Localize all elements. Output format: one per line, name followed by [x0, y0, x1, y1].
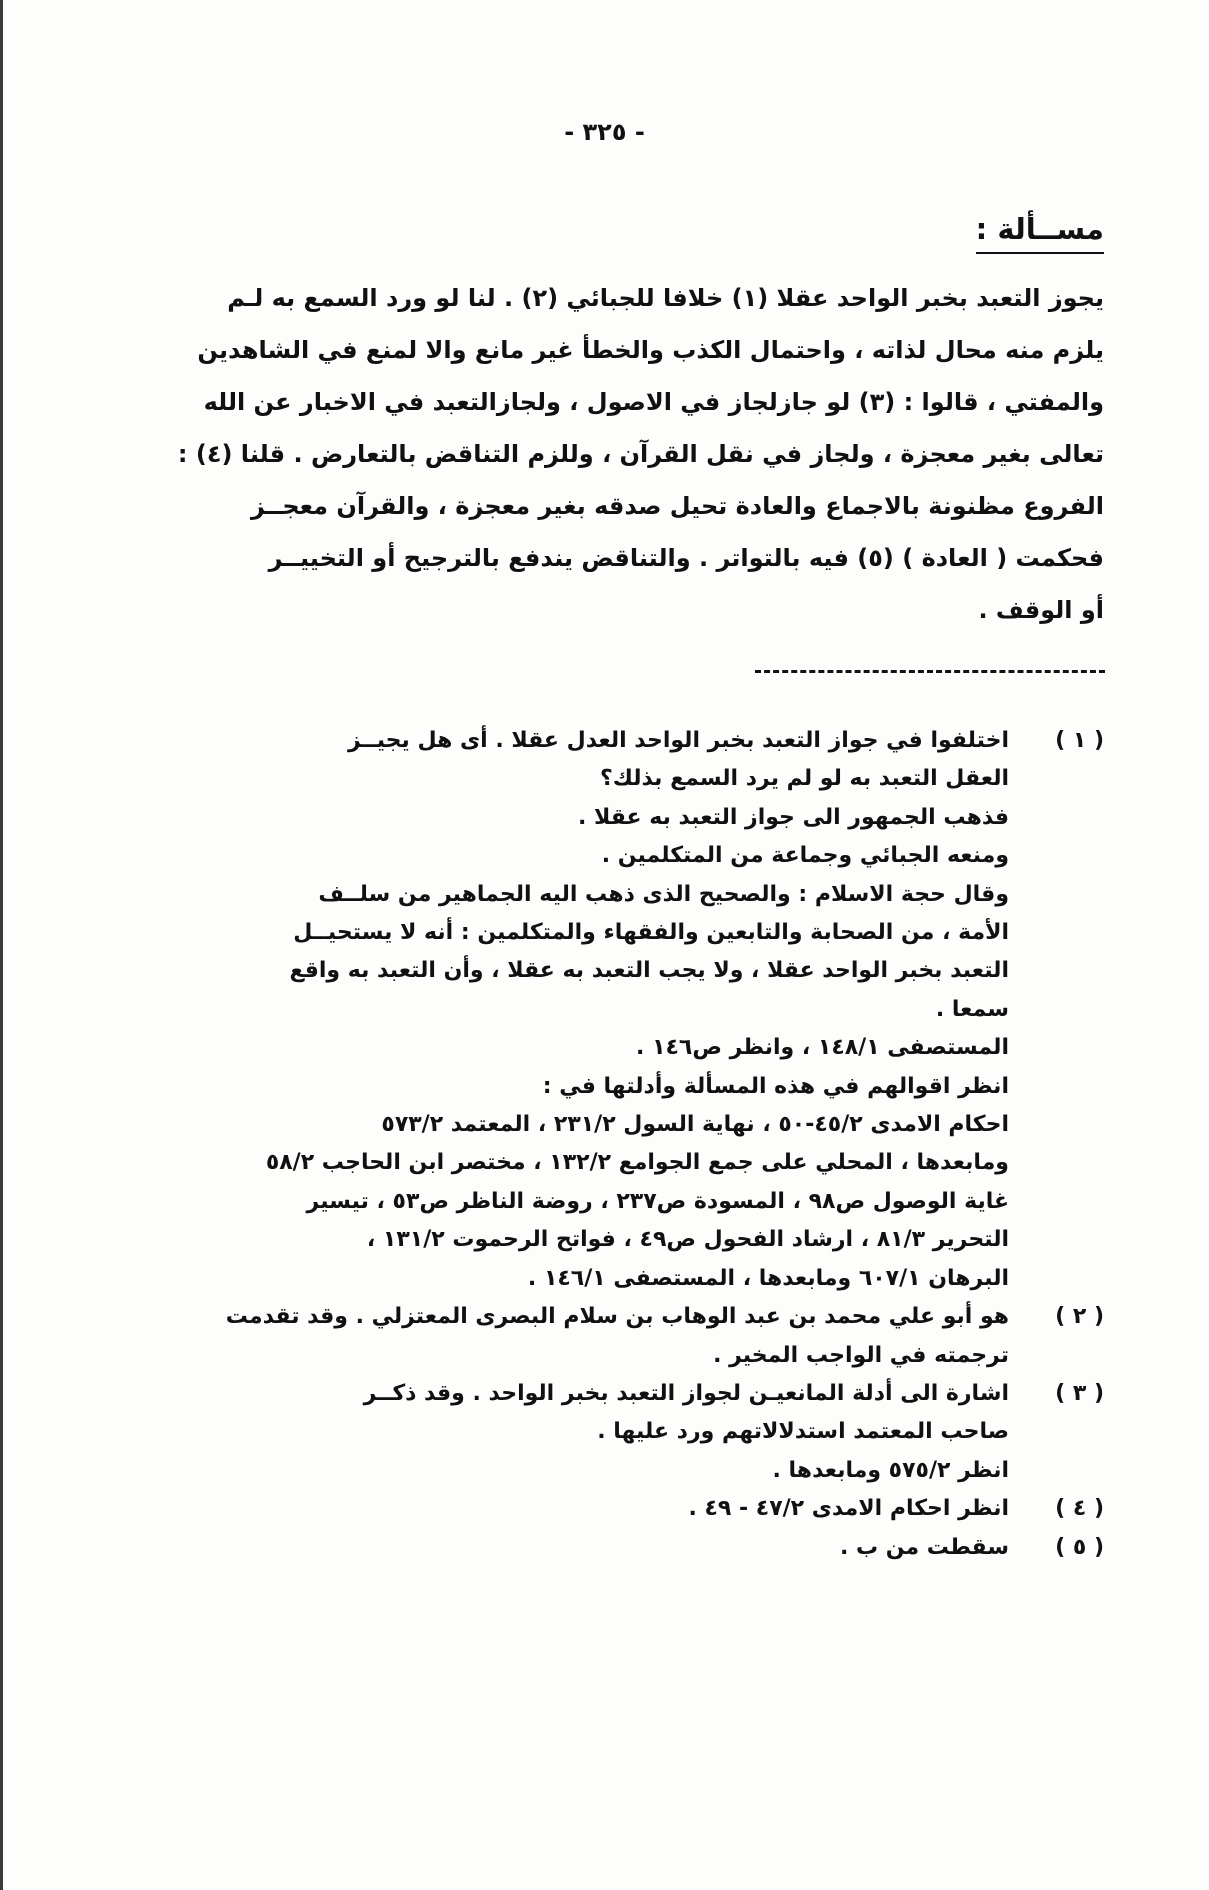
main-text-line: والمفتي ، قالوا : (٣) لو جازلجاز في الاصول ، ولجازالتعبد في الاخبار عن الله — [203, 388, 1104, 416]
footnote-line: هو أبو علي محمد بن عبد الوهاب بن سلام البصرى المعتزلي . وقد تقدمت — [225, 1304, 1009, 1330]
footnote-line: سمعا . — [935, 996, 1009, 1022]
footnote-number: ( ٥ ) — [1055, 1534, 1104, 1560]
footnote-number: ( ٤ ) — [1055, 1496, 1104, 1522]
footnote — [104, 1298, 1104, 1375]
main-text-line: أو الوقف . — [978, 596, 1104, 624]
footnote-line: احكام الامدى ٤٥/٢-٥٠ ، نهاية السول ٢٣١/٢ ، المعتمد ٥٧٣/٢ — [381, 1112, 1009, 1138]
footnote-line: اختلفوا في جواز التعبد بخبر الواحد العدل عقلا . أى هل يجيــز — [347, 728, 1009, 753]
section-heading: مســألة : — [976, 212, 1104, 254]
footnote-line: العقل التعبد به لو لم يرد السمع بذلك؟ — [599, 766, 1009, 792]
footnote-line: الأمة ، من الصحابة والتابعين والفقهاء والمتكلمين : أنه لا يستحيــل — [293, 920, 1009, 946]
footnote-text — [104, 1375, 1009, 1490]
footnote-line: صاحب المعتمد استدلالاتهم ورد عليها . — [597, 1419, 1009, 1445]
main-text-line: يلزم منه محال لذاته ، واحتمال الكذب والخطأ غير مانع والا لمنع في الشاهدين — [197, 336, 1104, 364]
footnote-line: ترجمته في الواجب المخير . — [713, 1342, 1009, 1368]
footnote-text — [104, 1529, 1009, 1567]
main-text-line: يجوز التعبد بخبر الواحد عقلا (١) خلافا للجبائي (٢) . لنا لو ورد السمع به لـم — [227, 284, 1104, 312]
main-text — [177, 272, 1104, 636]
main-text-line: فحكمت ( العادة ) (٥) فيه بالتواتر . والتناقض يندفع بالترجيح أو التخييــر — [268, 544, 1104, 572]
footnote — [104, 1490, 1104, 1528]
footnote-line: سقطت من ب . — [839, 1534, 1009, 1560]
footnote-line: البرهان ٦٠٧/١ ومابعدها ، المستصفى ١٤٦/١ . — [527, 1265, 1009, 1291]
main-text-line: تعالى بغير معجزة ، ولجاز في نقل القرآن ، وللزم التناقض بالتعارض . قلنا (٤) : — [177, 440, 1104, 468]
footnote-number: ( ٣ ) — [1055, 1380, 1104, 1406]
footnote-line: اشارة الى أدلة المانعيـن لجواز التعبد بخبر الواحد . وقد ذكــر — [363, 1380, 1009, 1406]
footnote-line: ومابعدها ، المحلي على جمع الجوامع ١٣٢/٢ ، مختصر ابن الحاجب ٥٨/٢ — [265, 1150, 1009, 1176]
footnote-number: ( ٢ ) — [1055, 1304, 1104, 1330]
footnote-line: انظر اقوالهم في هذه المسألة وأدلتها في : — [542, 1073, 1009, 1099]
footnote — [104, 722, 1104, 1298]
footnotes — [104, 722, 1104, 1567]
footnote — [104, 1529, 1104, 1567]
footnote-text — [104, 1490, 1009, 1528]
footnote-line: غاية الوصول ص٩٨ ، المسودة ص٢٣٧ ، روضة الناظر ص٥٣ ، تيسير — [306, 1188, 1009, 1214]
footnote-line: ومنعه الجبائي وجماعة من المتكلمين . — [601, 843, 1009, 869]
footnote-line: فذهب الجمهور الى جواز التعبد به عقلا . — [578, 804, 1009, 830]
footnote-separator — [755, 670, 1105, 673]
footnote — [104, 1375, 1104, 1490]
footnote-line: انظر احكام الامدى ٤٧/٢ - ٤٩ . — [688, 1496, 1009, 1522]
footnote-text — [104, 1298, 1009, 1375]
footnote-line: وقال حجة الاسلام : والصحيح الذى ذهب اليه الجماهير من سلــف — [318, 881, 1009, 907]
page-edge-shadow — [0, 0, 3, 1890]
footnote-line: المستصفى ١٤٨/١ ، وانظر ص١٤٦ . — [636, 1035, 1009, 1061]
footnote-line: التحرير ٨١/٣ ، ارشاد الفحول ص٤٩ ، فواتح الرحموت ١٣١/٢ ، — [366, 1227, 1009, 1253]
footnote-text — [104, 722, 1009, 1298]
footnote-line: التعبد بخبر الواحد عقلا ، ولا يجب التعبد به عقلا ، وأن التعبد به واقع — [289, 958, 1009, 984]
page-number: - ٣٢٥ - — [564, 118, 645, 146]
footnote-number: ( ١ ) — [1055, 728, 1104, 753]
main-text-line: الفروع مظنونة بالاجماع والعادة تحيل صدقه بغير معجزة ، والقرآن معجــز — [250, 492, 1104, 520]
footnote-line: انظر ٥٧٥/٢ ومابعدها . — [772, 1457, 1009, 1483]
